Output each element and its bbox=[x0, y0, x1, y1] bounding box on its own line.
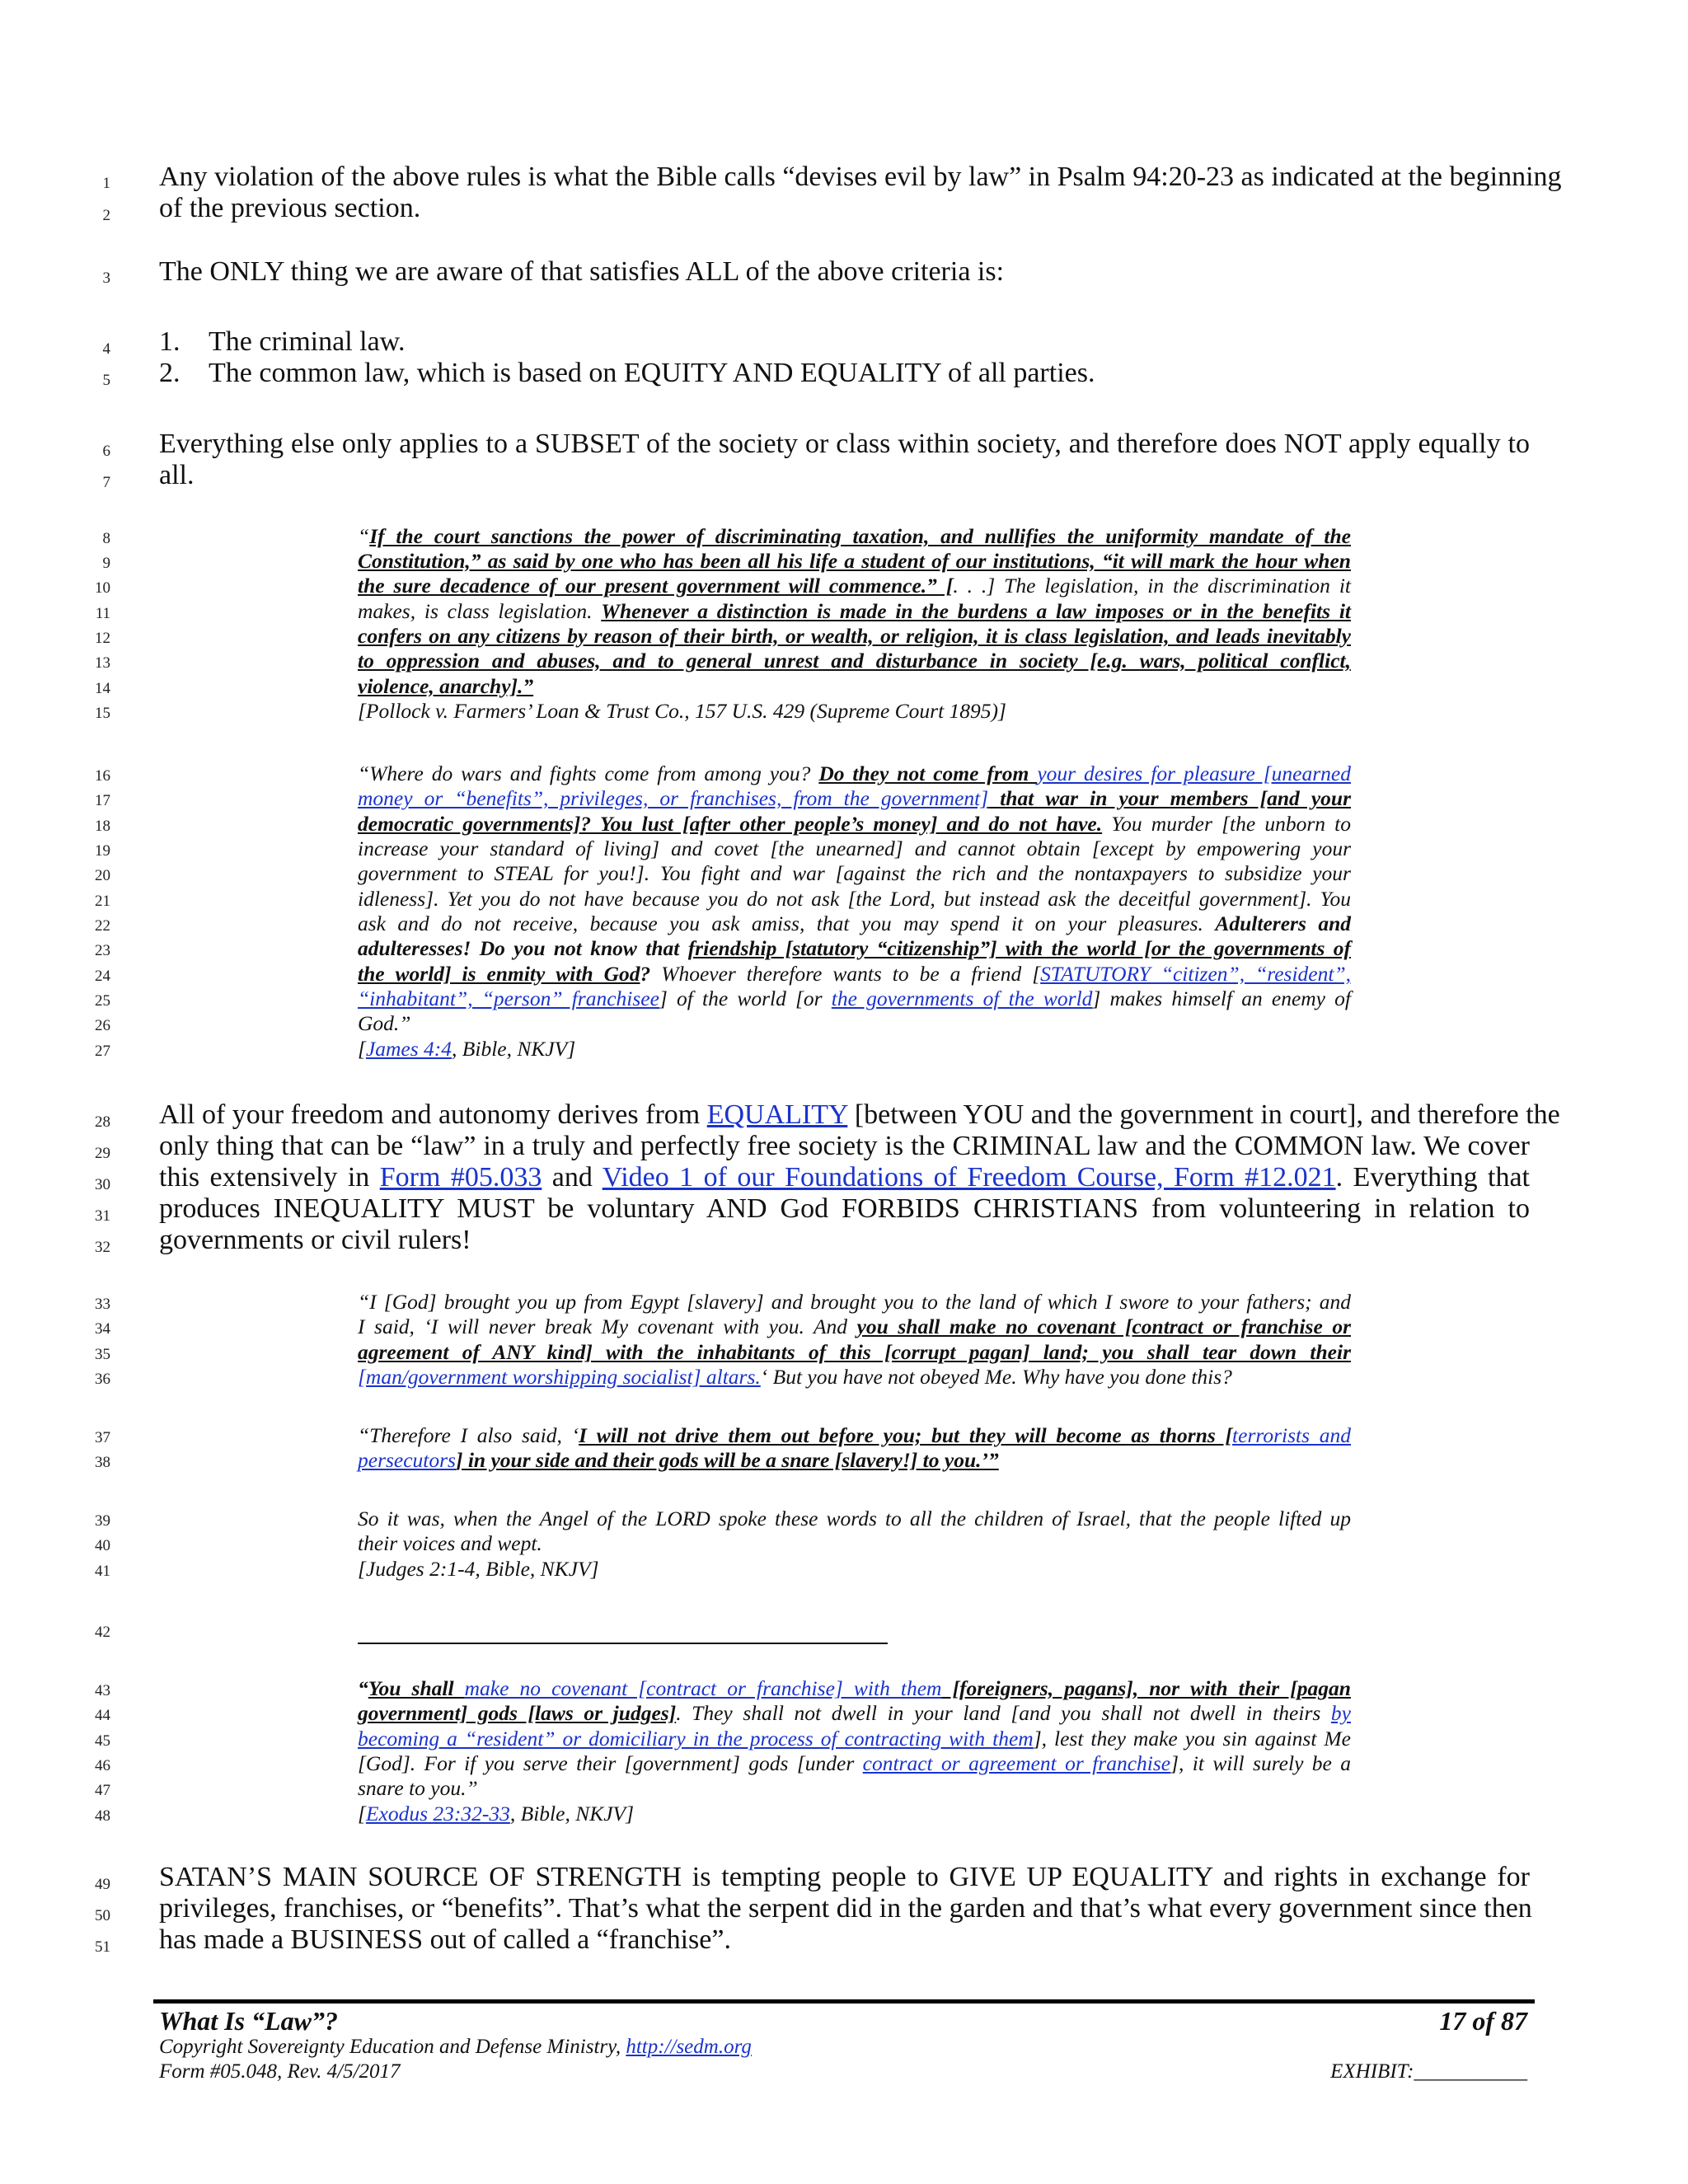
quote-line: snare to you.” bbox=[358, 1776, 478, 1800]
line-number: 15 bbox=[95, 705, 110, 722]
quote-line: I said, ‘I will never break My covenant with you. And you shall make no covenant [contract or franchise or bbox=[358, 1315, 1352, 1338]
line-number: 13 bbox=[95, 654, 110, 672]
line-number: 31 bbox=[95, 1207, 110, 1225]
footer-copyright: Copyright Sovereignty Education and Defense Ministry, http://sedm.org bbox=[159, 2036, 752, 2058]
quote-line: agreement of ANY kind] with the inhabitants of this [corrupt pagan] land; you shall tear down their bbox=[358, 1340, 1351, 1364]
line-number: 36 bbox=[95, 1371, 110, 1388]
line-number: 2 bbox=[102, 207, 110, 224]
footer-title: What Is “Law”? bbox=[159, 2006, 338, 2036]
line-number: 19 bbox=[95, 842, 110, 860]
quote-citation: [Pollock v. Farmers’ Loan & Trust Co., 157 U.S. 429 (Supreme Court 1895)] bbox=[358, 699, 1006, 723]
line-number: 6 bbox=[102, 443, 110, 460]
link-terrorists-and-persecutors[interactable]: terrorists and bbox=[1232, 1423, 1352, 1447]
link-exodus-23-32[interactable]: Exodus 23:32-33 bbox=[365, 1802, 510, 1825]
line-number: 16 bbox=[95, 767, 110, 785]
quote-line: “Therefore I also said, ‘I will not drive them out before you; but they will become as thorns [terrorists and bbox=[358, 1423, 1352, 1447]
link-inhabitant-person-franchisee[interactable]: “inhabitant”, “person” franchisee bbox=[358, 987, 659, 1010]
quote-line: Constitution,” as said by one who has been all his life a student of our institutions, “it will mark the hour when bbox=[358, 549, 1351, 573]
link-sedm-org[interactable]: http://sedm.org bbox=[626, 2036, 752, 2058]
line-number: 22 bbox=[95, 917, 110, 935]
quote-line: [man/government worshipping socialist] altars.‘ But you have not obeyed Me. Why have you done this? bbox=[358, 1365, 1232, 1389]
line-number: 25 bbox=[95, 992, 110, 1010]
quote-line: makes, is class legislation. Whenever a distinction is made in the burdens a law imposes or in the benefits it bbox=[358, 599, 1351, 623]
line-number: 12 bbox=[95, 630, 110, 647]
footer-rule bbox=[153, 1999, 1535, 2004]
paragraph-line: governments or civil rulers! bbox=[159, 1225, 471, 1255]
line-number: 11 bbox=[95, 605, 110, 622]
line-number: 48 bbox=[95, 1807, 110, 1825]
line-number: 47 bbox=[95, 1782, 110, 1799]
footer-form-number: Form #05.048, Rev. 4/5/2017 bbox=[159, 2060, 401, 2083]
quote-line: So it was, when the Angel of the LORD spoke these words to all the children of Israel, that the people lifted up bbox=[358, 1507, 1351, 1530]
line-number: 21 bbox=[95, 893, 110, 910]
link-persecutors[interactable]: persecutors bbox=[358, 1448, 456, 1472]
line-number: 26 bbox=[95, 1017, 110, 1034]
quote-line: to oppression and abuses, and to general unrest and disturbance in society [e.g. wars, political conflict, bbox=[358, 649, 1351, 673]
quote-citation: [James 4:4, Bible, NKJV] bbox=[358, 1037, 576, 1061]
quote-line: money or “benefits”, privileges, or franchises, from the government] that war in your members [and your bbox=[358, 786, 1351, 810]
link-by[interactable]: by bbox=[1330, 1701, 1351, 1725]
line-number: 23 bbox=[95, 942, 110, 959]
line-number: 24 bbox=[95, 968, 110, 985]
quote-line: adulteresses! Do you not know that friendship [statutory “citizenship”] with the world [or the governments of bbox=[358, 936, 1351, 960]
quote-citation: [Exodus 23:32-33, Bible, NKJV] bbox=[358, 1802, 635, 1825]
paragraph-line: SATAN’S MAIN SOURCE OF STRENGTH is tempting people to GIVE UP EQUALITY and rights in exchange for bbox=[159, 1862, 1530, 1892]
line-number: 32 bbox=[95, 1239, 110, 1256]
line-number: 40 bbox=[95, 1537, 110, 1554]
section-divider bbox=[358, 1643, 888, 1644]
quote-line: becoming a “resident” or domiciliary in the process of contracting with them], lest they make you sin against Me bbox=[358, 1727, 1351, 1750]
line-number: 30 bbox=[95, 1176, 110, 1193]
line-number: 1 bbox=[102, 175, 110, 192]
list-text: The common law, which is based on EQUITY AND EQUALITY of all parties. bbox=[209, 358, 1095, 388]
paragraph-line: only thing that can be “law” in a truly and perfectly free society is the CRIMINAL law and the COMMON law. We cover bbox=[159, 1131, 1530, 1161]
link-james-4-4[interactable]: James 4:4 bbox=[365, 1037, 452, 1061]
line-number: 35 bbox=[95, 1346, 110, 1363]
line-number: 10 bbox=[95, 579, 110, 597]
quote-line: “I [God] brought you up from Egypt [slavery] and brought you to the land of which I swore to your fathers; and bbox=[358, 1290, 1351, 1314]
quote-line: [God]. For if you serve their [government] gods [under contract or agreement or franchise], it will surely be a bbox=[358, 1751, 1351, 1775]
quote-citation: [Judges 2:1-4, Bible, NKJV] bbox=[358, 1557, 599, 1581]
quote-line: “If the court sanctions the power of discriminating taxation, and nullifies the uniformity mandate of the bbox=[358, 524, 1351, 548]
link-form-05-033[interactable]: Form #05.033 bbox=[379, 1162, 542, 1193]
line-number: 42 bbox=[95, 1624, 110, 1641]
link-contract-or-agreement[interactable]: contract or agreement or franchise bbox=[862, 1751, 1171, 1775]
paragraph-line: Everything else only applies to a SUBSET of the society or class within society, and therefore does NOT apply equally to bbox=[159, 429, 1530, 459]
list-number: 1. bbox=[159, 326, 181, 357]
quote-line: “Where do wars and fights come from among you? Do they not come from your desires for pleasure [unearned bbox=[358, 762, 1351, 785]
quote-line: idleness]. Yet you do not have because you do not ask [the Lord, but instead ask the deceitful government]. You bbox=[358, 887, 1351, 911]
line-number: 4 bbox=[102, 340, 110, 358]
quote-line: persecutors] in your side and their gods will be a snare [slavery!] to you.’” bbox=[358, 1448, 999, 1472]
line-number: 43 bbox=[95, 1682, 110, 1699]
line-number: 9 bbox=[102, 555, 110, 572]
line-number: 41 bbox=[95, 1563, 110, 1580]
footer-exhibit: EXHIBIT:___________ bbox=[1330, 2060, 1527, 2083]
line-number: 28 bbox=[95, 1113, 110, 1131]
paragraph-line: The ONLY thing we are aware of that satisfies ALL of the above criteria is: bbox=[159, 256, 1005, 287]
line-number: 51 bbox=[95, 1938, 110, 1956]
list-text: The criminal law. bbox=[209, 326, 406, 357]
link-desires-for-pleasure[interactable]: your desires for pleasure [unearned bbox=[1037, 762, 1351, 785]
quote-line: confers on any citizens by reason of their birth, or wealth, or religion, it is class legislation, and leads inevitably bbox=[358, 624, 1351, 648]
line-number: 17 bbox=[95, 792, 110, 809]
link-socialist-altars[interactable]: [man/government worshipping socialist] altars. bbox=[358, 1365, 761, 1389]
line-number: 50 bbox=[95, 1907, 110, 1924]
paragraph-line: of the previous section. bbox=[159, 193, 421, 223]
paragraph-line: privileges, franchises, or “benefits”. That’s what the serpent did in the garden and that’s what every government since then bbox=[159, 1893, 1532, 1924]
link-video-1-foundations[interactable]: Video 1 of our Foundations of Freedom Course, Form #12.021 bbox=[602, 1162, 1336, 1193]
quote-line: democratic governments]? You lust [after other people’s money] and do not have. You murder [the unborn to bbox=[358, 812, 1351, 836]
quote-line: ask and do not receive, because you ask amiss, that you may spend it on your pleasures. Adulterers and bbox=[358, 912, 1352, 935]
quote-line: the world] is enmity with God? Whoever therefore wants to be a friend [STATUTORY “citizen”, “resident”, bbox=[358, 962, 1352, 986]
line-number: 33 bbox=[95, 1296, 110, 1313]
link-becoming-resident[interactable]: becoming a “resident” or domiciliary in the process of contracting with them bbox=[358, 1727, 1034, 1750]
line-number: 34 bbox=[95, 1320, 110, 1338]
link-equality[interactable]: EQUALITY bbox=[706, 1099, 848, 1130]
quote-line: violence, anarchy].” bbox=[358, 674, 534, 698]
line-number: 39 bbox=[95, 1512, 110, 1530]
line-number: 7 bbox=[102, 474, 110, 491]
list-number: 2. bbox=[159, 358, 181, 388]
link-governments-of-the-world[interactable]: the governments of the world bbox=[831, 987, 1093, 1010]
line-number: 20 bbox=[95, 867, 110, 884]
quote-line: increase your standard of living] and covet [the unearned] and cannot obtain [except by empowering your bbox=[358, 837, 1351, 860]
line-number: 27 bbox=[95, 1043, 110, 1060]
list-item bbox=[159, 326, 1530, 358]
footer-page-number: 17 of 87 bbox=[1439, 2006, 1527, 2036]
line-number: 37 bbox=[95, 1429, 110, 1446]
paragraph-line: All of your freedom and autonomy derives from EQUALITY [between YOU and the government in court], and therefore the bbox=[159, 1099, 1560, 1130]
quote-line: government to STEAL for you!]. You fight and war [against the rich and the nontaxpayers to subsidize your bbox=[358, 861, 1351, 885]
line-number: 49 bbox=[95, 1876, 110, 1893]
quote-line: God.” bbox=[358, 1011, 411, 1035]
line-number: 44 bbox=[95, 1707, 110, 1724]
paragraph-line: all. bbox=[159, 460, 195, 490]
quote-line: the sure decadence of our present government will commence.” [. . .] The legislation, in the discrimination it bbox=[358, 574, 1352, 598]
line-number: 46 bbox=[95, 1757, 110, 1774]
list-item bbox=[159, 358, 1530, 389]
line-number: 45 bbox=[95, 1732, 110, 1750]
line-number: 3 bbox=[102, 269, 110, 287]
paragraph-line: has made a BUSINESS out of called a “franchise”. bbox=[159, 1924, 731, 1955]
link-make-no-covenant[interactable]: make no covenant [contract or franchise] with them bbox=[464, 1676, 942, 1700]
line-number: 8 bbox=[102, 530, 110, 547]
link-statutory-citizen[interactable]: STATUTORY “citizen”, “resident”, bbox=[1040, 962, 1352, 986]
link-benefits-franchises[interactable]: money or “benefits”, privileges, or franchises, from the government] bbox=[358, 786, 989, 810]
paragraph-line: Any violation of the above rules is what the Bible calls “devises evil by law” in Psalm 94:20-23 as indicated at the beginning bbox=[159, 162, 1562, 192]
paragraph-line: produces INEQUALITY MUST be voluntary AND God FORBIDS CHRISTIANS from volunteering in relation to bbox=[159, 1193, 1530, 1224]
line-number: 14 bbox=[95, 680, 110, 697]
line-number: 5 bbox=[102, 372, 110, 389]
quote-line: government] gods [laws or judges]. They shall not dwell in your land [and you shall not dwell in theirs by bbox=[358, 1701, 1351, 1725]
quote-line: their voices and wept. bbox=[358, 1531, 542, 1555]
line-number: 18 bbox=[95, 818, 110, 835]
paragraph-line: this extensively in Form #05.033 and Video 1 of our Foundations of Freedom Course, Form #12.021. Everything that bbox=[159, 1162, 1530, 1193]
quote-line: “inhabitant”, “person” franchisee] of the world [or the governments of the world] makes himself an enemy of bbox=[358, 987, 1352, 1010]
line-number: 38 bbox=[95, 1454, 110, 1471]
quote-line: “You shall make no covenant [contract or franchise] with them [foreigners, pagans], nor with their [pagan bbox=[358, 1676, 1351, 1700]
line-number: 29 bbox=[95, 1145, 110, 1162]
